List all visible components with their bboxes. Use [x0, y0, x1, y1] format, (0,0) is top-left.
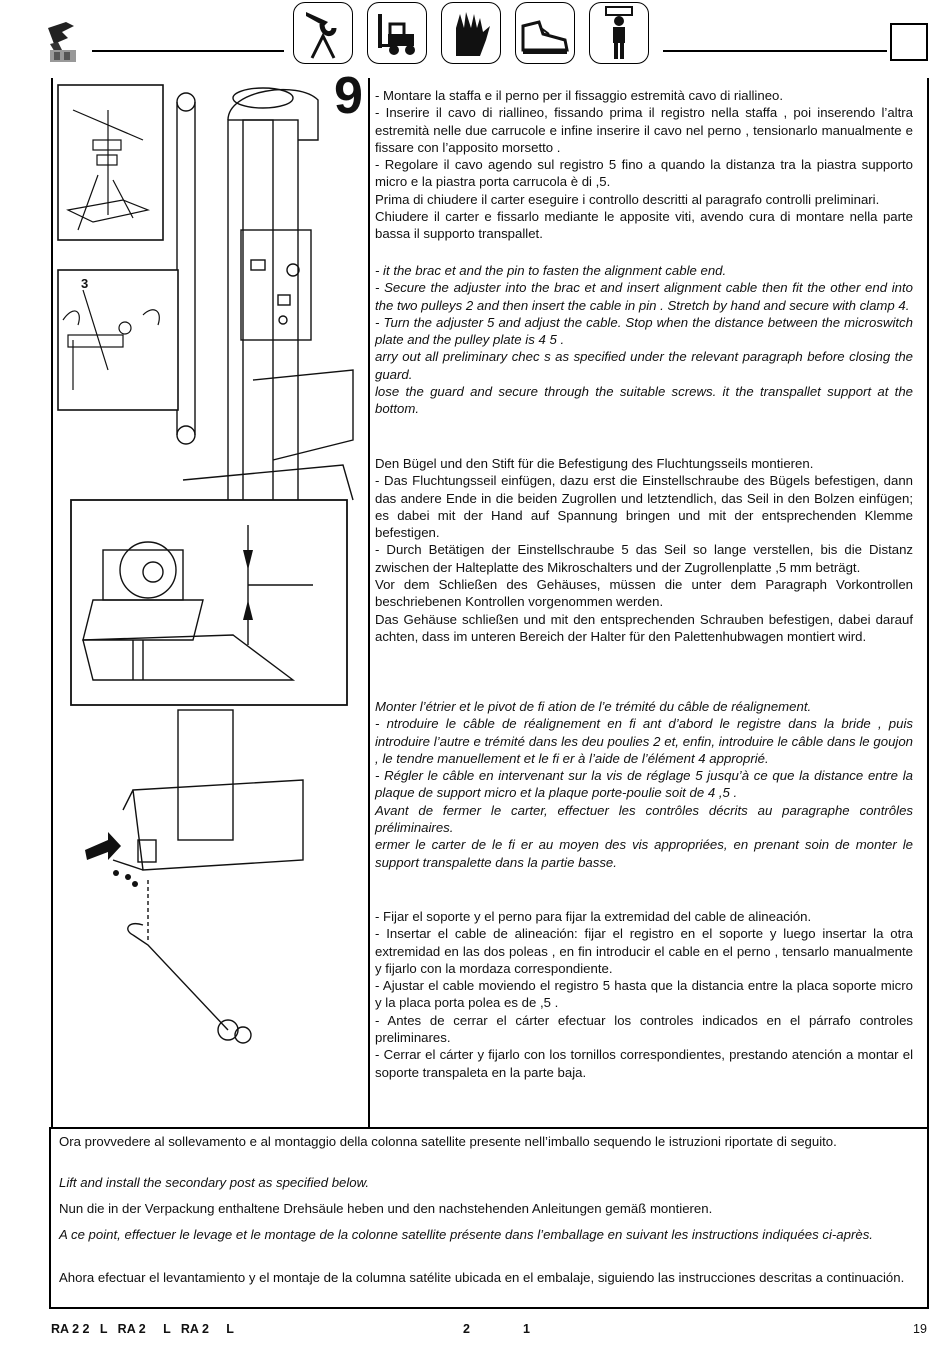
hook-crane-icon [293, 2, 353, 64]
safety-shoe-icon [515, 2, 575, 64]
fr-paragraph: - Régler le câble en intervenant sur la vis de réglage 5 jusqu’à ce que la distance entre la plaque de support micro et la plaque porte-poulie soit de 4 ,5 . [375, 768, 913, 801]
instructions-german [375, 455, 913, 645]
de-paragraph: Den Bügel und den Stift für die Befestigung des Fluchtungsseils montieren. [375, 456, 814, 471]
footer-model: RA 2 2 L RA 2 L RA 2 L [51, 1322, 234, 1336]
instructions-italian [375, 87, 913, 243]
bottom-note-french: A ce point, effectuer le levage et le montage de la colonne satellite présente dans l’emballage en suivant les instructions indiquées ci-après. [59, 1227, 873, 1242]
it-paragraph: - Montare la staffa e il perno per il fissaggio estremità cavo di riallineo. [375, 88, 784, 103]
de-paragraph: - Das Fluchtungsseil einfügen, dazu erst die Einstellschraube des Bügels befestigen, dann das andere Ende in die beiden Zugrollen und letztendlich, das Seil in den Bolzen einfügen; es dabei mit der Hand auf Spannung bringen und mit der entsprechenden Klemme befestigen. [375, 473, 913, 541]
bottom-note-german: Nun die in der Verpackung enthaltene Drehsäule heben und den nachstehenden Anleitungen gemäß montieren. [59, 1201, 713, 1216]
instructions-french [375, 698, 913, 871]
es-paragraph: - Insertar el cable de alineación: fijar el registro en el soporte y luego insertar la otra extremidad en las dos poleas , en fin introducir el cable en el perno , tensarlo manualmente y fijarlo con la mordaza correspondiente. [375, 926, 913, 976]
step-number: 9 [334, 67, 363, 125]
header-rule-right [663, 50, 887, 52]
footer-code-b: 1 [523, 1322, 530, 1336]
es-paragraph: - Cerrar el cárter y fijarlo con los tornillos correspondientes, prestando atención a montar el soporte transpaleta en la parte baja. [375, 1047, 913, 1080]
bottom-note-italian: Ora provvedere al sollevamento e al montaggio della colonna satellite presente nell’imballo sequendo le istruzioni riportate di seguito. [59, 1134, 837, 1149]
en-paragraph: lose the guard and secure through the suitable screws. it the transpallet support at the bottom. [375, 384, 913, 417]
instructions-spanish [375, 908, 913, 1081]
gloves-icon [441, 2, 501, 64]
brand-logo [44, 20, 84, 64]
de-paragraph: - Durch Betätigen der Einstellschraube 5 das Seil so lange verstellen, bis die Distanz zwischen der Halteplatte des Mikroschalters und der Zugrollenplatte ,5 mm beträgt. [375, 542, 913, 575]
es-paragraph: - Fijar el soporte y el perno para fijar la extremidad del cable de alineación. [375, 909, 812, 924]
en-paragraph: - Turn the adjuster 5 and adjust the cable. Stop when the distance between the microswitch plate and the pulley plate is 4 5 . [375, 314, 913, 348]
figure-callout: 3 [81, 276, 89, 291]
en-paragraph: - it the brac et and the pin to fasten the alignment cable end. [375, 263, 727, 278]
assembly-illustration [53, 80, 367, 1125]
en-paragraph: arry out all preliminary chec s as specified under the relevant paragraph before closing the guard. [375, 349, 913, 382]
en-paragraph: - Secure the adjuster into the brac et and insert alignment cable then fit the other end into the two pulleys 2 and then insert the cable in pin . Stretch by hand and secure with clamp 4. [375, 280, 913, 313]
footer-code-a: 2 [463, 1322, 470, 1336]
it-paragraph: - Regolare il cavo agendo sul registro 5 fino a quando la distanza tra la piastra supporto micro e la piastra porta carrucola è di ,5. [375, 157, 913, 190]
es-paragraph: - Antes de cerrar el cárter efectuar los controles indicados en el párrafo controles preliminares. [375, 1012, 913, 1046]
it-paragraph: - Inserire il cavo di riallineo, fissando prima il registro nella staffa , poi inserendo l’altra estremità nelle due carrucole e infine inserire il cavo nel perno , tensionarlo manualmente e fissare con l’apposito morsetto . [375, 105, 913, 155]
it-paragraph: Chiudere il carter e fissarlo mediante le apposite viti, avendo cura di montare nella parte bassa il supporto transpallet. [375, 209, 913, 242]
bottom-note-spanish: Ahora efectuar el levantamiento y el montaje de la columna satélite ubicada en el embalaje, siguiendo las instrucciones descritas a continuación. [59, 1270, 905, 1285]
forklift-icon [367, 2, 427, 64]
fr-paragraph: ermer le carter de le fi er au moyen des vis appropriées, en prenant soin de monter le support transpalette dans la partie basse. [375, 837, 913, 870]
page-number: 19 [913, 1322, 927, 1336]
header-rule-left [92, 50, 284, 52]
fr-paragraph: - ntroduire le câble de réalignement en fi ant d’abord le registre dans la bride , puis introduire l’autre e trémité dans les deu poulies 2 et, enfin, introduire le câble dans le goujon , le tendre manuellement et le fi er à l’aide de l’élément 4 approprié. [375, 716, 913, 766]
es-paragraph: - Ajustar el cable moviendo el registro 5 hasta que la distancia entre la placa soporte micro y la placa porta polea es de ,5 . [375, 978, 913, 1011]
de-paragraph: Das Gehäuse schließen und mit den entsprechenden Schrauben befestigen, dabei darauf achten, dass im unteren Bereich der Halter für den Palettenhubwagen montiert wird. [375, 611, 913, 644]
worker-with-load-icon [589, 2, 649, 64]
instructions-english [375, 262, 913, 418]
page-corner-box [890, 23, 928, 61]
bottom-note-english: Lift and install the secondary post as specified below. [59, 1175, 370, 1190]
it-paragraph: Prima di chiudere il carter eseguire i controllo descritti al paragrafo controlli preliminari. [375, 191, 880, 207]
de-paragraph: Vor dem Schließen des Gehäuses, müssen die unter dem Paragraph Vorkontrollen beschriebenen Kontrollen vorgenommen werden. [375, 577, 913, 610]
column-divider [368, 78, 370, 1129]
fr-paragraph: Avant de fermer le carter, effectuer les contrôles décrits au paragraphe contrôles préliminaires. [375, 802, 913, 836]
fr-paragraph: Monter l’étrier et le pivot de fi ation de l’e trémité du câble de réalignement. [375, 699, 812, 714]
